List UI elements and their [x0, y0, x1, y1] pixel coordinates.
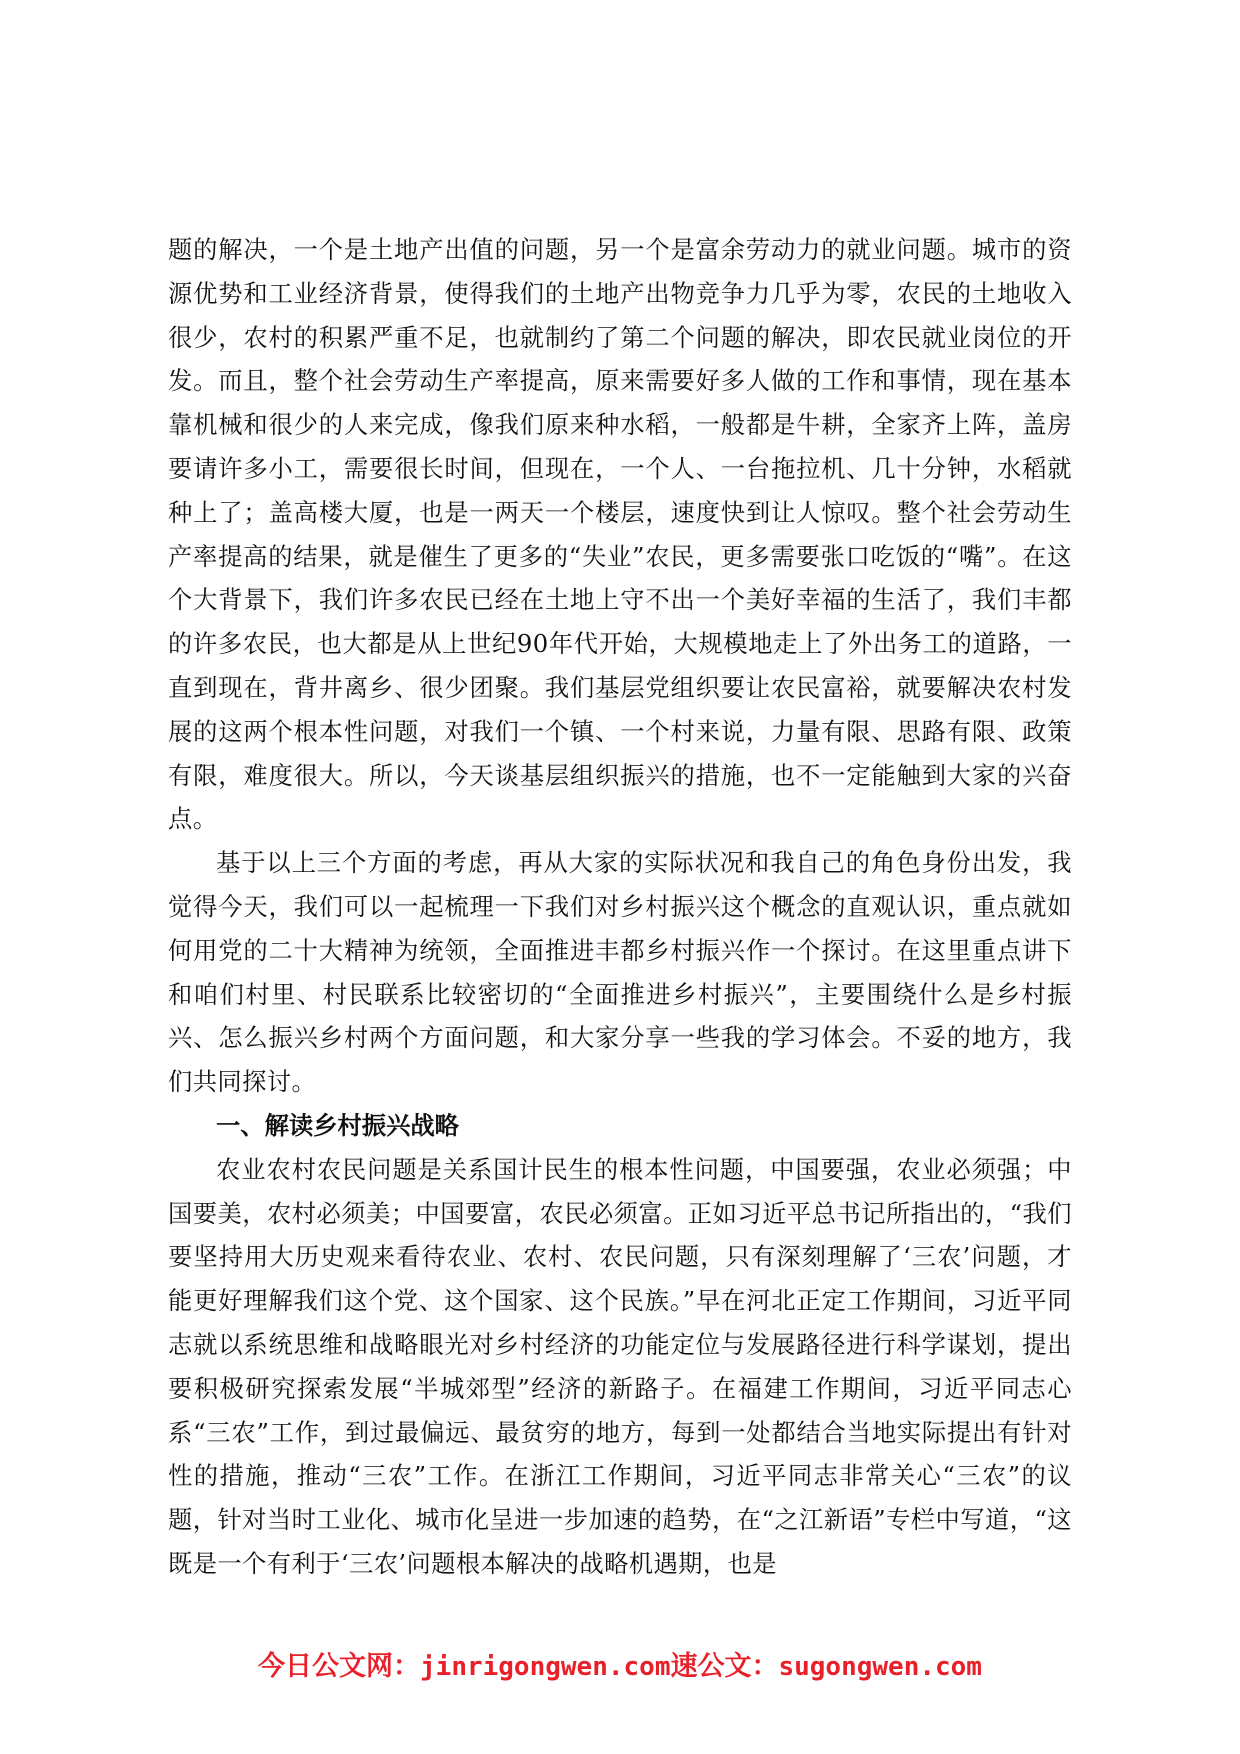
footer-site1-name: 今日公文网：	[258, 1651, 421, 1682]
document-body	[168, 228, 1072, 1586]
paragraph-section-intro: 农业农村农民问题是关系国计民生的根本性问题，中国要强，农业必须强；中国要美，农村必须美；中国要富，农民必须富。正如习近平总书记所指出的，“我们要坚持用大历史观来看待农业、农村、农民问题，只有深刻理解了‘三农’问题，才能更好理解我们这个党、这个国家、这个民族。”早在河北正定工作期间，习近平同志就以系统思维和战略眼光对乡村经济的功能定位与发展路径进行科学谋划，提出要积极研究探索发展“半城郊型”经济的新路子。在福建工作期间，习近平同志心系“三农”工作，到过最偏远、最贫穷的地方，每到一处都结合当地实际提出有针对性的措施，推动“三农”工作。在浙江工作期间，习近平同志非常关心“三农”的议题，针对当时工业化、城市化呈进一步加速的趋势，在“之江新语”专栏中写道，“这既是一个有利于‘三农’问题根本解决的战略机遇期，也是	[168, 1154, 1072, 1578]
footer-watermark	[0, 1644, 1240, 1683]
paragraph-basis: 基于以上三个方面的考虑，再从大家的实际状况和我自己的角色身份出发，我觉得今天，我们可以一起梳理一下我们对乡村振兴这个概念的直观认识，重点就如何用党的二十大精神为统领，全面推进丰都乡村振兴作一个探讨。在这里重点讲下和咱们村里、村民联系比较密切的“全面推进乡村振兴”，主要围绕什么是乡村振兴、怎么振兴乡村两个方面问题，和大家分享一些我的学习体会。不妥的地方，我们共同探讨。	[168, 848, 1072, 1097]
footer-site2-url[interactable]: sugongwen.com	[778, 1652, 982, 1682]
footer-site2-name: 速公文：	[670, 1651, 779, 1682]
section-heading: 一、解读乡村振兴战略	[216, 1110, 459, 1140]
footer-site1-url[interactable]: jinrigongwen.com	[420, 1652, 671, 1682]
paragraph-continuation: 题的解决，一个是土地产出值的问题，另一个是富余劳动力的就业问题。城市的资源优势和工业经济背景，使得我们的土地产出物竞争力几乎为零，农民的土地收入很少，农村的积累严重不足，也就制约了第二个问题的解决，即农民就业岗位的开发。而且，整个社会劳动生产率提高，原来需要好多人做的工作和事情，现在基本靠机械和很少的人来完成，像我们原来种水稻，一般都是牛耕，全家齐上阵，盖房要请许多小工，需要很长时间，但现在，一个人、一台拖拉机、几十分钟，水稻就种上了；盖高楼大厦，也是一两天一个楼层，速度快到让人惊叹。整个社会劳动生产率提高的结果，就是催生了更多的“失业”农民，更多需要张口吃饭的“嘴”。在这个大背景下，我们许多农民已经在土地上守不出一个美好幸福的生活了，我们丰都的许多农民，也大都是从上世纪90年代开始，大规模地走上了外出务工的道路，一直到现在，背井离乡、很少团聚。我们基层党组织要让农民富裕，就要解决农村发展的这两个根本性问题，对我们一个镇、一个村来说，力量有限、思路有限、政策有限，难度很大。所以，今天谈基层组织振兴的措施，也不一定能触到大家的兴奋点。	[168, 235, 1072, 834]
